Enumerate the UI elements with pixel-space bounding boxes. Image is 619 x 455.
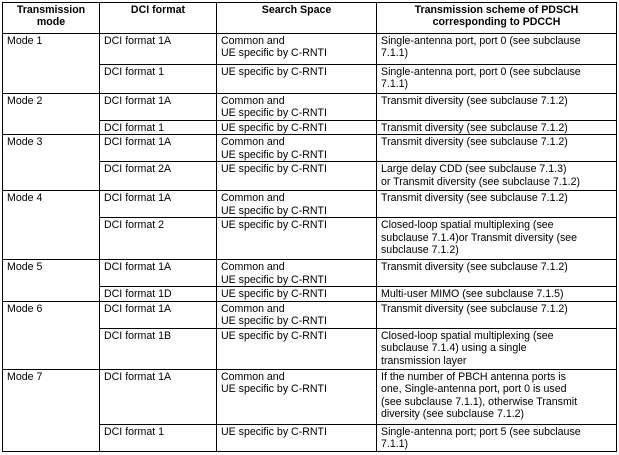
header-row (3, 3, 617, 34)
mode-cell: Mode 6 (3, 301, 100, 369)
transmission-scheme-cell: Transmit diversity (see subclause 7.1.2) (377, 191, 617, 218)
transmission-scheme-cell: Transmit diversity (see subclause 7.1.2) (377, 121, 617, 135)
dci-format-cell: DCI format 1A (100, 301, 217, 328)
dci-format-cell: DCI format 1A (100, 34, 217, 65)
dci-format-cell: DCI format 1 (100, 424, 217, 451)
search-space-cell: UE specific by C-RNTI (217, 287, 377, 301)
transmission-scheme-cell: Single-antenna port; port 5 (see subclause 7.1.1) (377, 424, 617, 451)
search-space-cell: UE specific by C-RNTI (217, 121, 377, 135)
search-space-cell: UE specific by C-RNTI (217, 162, 377, 191)
dci-format-cell: DCI format 1A (100, 135, 217, 162)
mode-cell: Mode 7 (3, 369, 100, 451)
mode-cell: Mode 3 (3, 135, 100, 191)
table-body (3, 34, 617, 452)
dci-format-cell: DCI format 1A (100, 369, 217, 424)
search-space-cell: Common and UE specific by C-RNTI (217, 94, 377, 121)
table-row (3, 301, 617, 328)
table-header (3, 3, 617, 34)
table-row (3, 191, 617, 218)
dci-format-cell: DCI format 1A (100, 260, 217, 287)
search-space-cell: Common and UE specific by C-RNTI (217, 34, 377, 65)
transmission-scheme-cell: Transmit diversity (see subclause 7.1.2) (377, 94, 617, 121)
search-space-cell: Common and UE specific by C-RNTI (217, 260, 377, 287)
transmission-scheme-cell: Transmit diversity (see subclause 7.1.2) (377, 135, 617, 162)
search-space-cell: UE specific by C-RNTI (217, 424, 377, 451)
search-space-cell: UE specific by C-RNTI (217, 218, 377, 260)
transmission-scheme-cell: If the number of PBCH antenna ports is one, Single-antenna port, port 0 is used (see subclause 7.1.1), otherwise Transmit diversity (see subclause 7.1.2) (377, 369, 617, 424)
search-space-cell: Common and UE specific by C-RNTI (217, 135, 377, 162)
transmission-scheme-cell: Single-antenna port, port 0 (see subclause 7.1.1) (377, 65, 617, 94)
transmission-scheme-cell: Multi-user MIMO (see subclause 7.1.5) (377, 287, 617, 301)
transmission-mode-table (2, 2, 617, 452)
dci-format-cell: DCI format 1A (100, 94, 217, 121)
transmission-scheme-cell: Large delay CDD (see subclause 7.1.3) or Transmit diversity (see subclause 7.1.2) (377, 162, 617, 191)
search-space-cell: Common and UE specific by C-RNTI (217, 301, 377, 328)
dci-format-cell: DCI format 1 (100, 121, 217, 135)
table-row (3, 135, 617, 162)
mode-cell: Mode 2 (3, 94, 100, 135)
search-space-cell: UE specific by C-RNTI (217, 328, 377, 369)
transmission-scheme-cell: Transmit diversity (see subclause 7.1.2) (377, 260, 617, 287)
table-row (3, 260, 617, 287)
transmission-scheme-cell: Single-antenna port, port 0 (see subclause 7.1.1) (377, 34, 617, 65)
transmission-scheme-cell: Closed-loop spatial multiplexing (see subclause 7.1.4) using a single transmission layer (377, 328, 617, 369)
table-row (3, 94, 617, 121)
header-transmission-mode: Transmission mode (3, 3, 100, 34)
dci-format-cell: DCI format 1A (100, 191, 217, 218)
dci-format-cell: DCI format 1D (100, 287, 217, 301)
search-space-cell: Common and UE specific by C-RNTI (217, 369, 377, 424)
search-space-cell: UE specific by C-RNTI (217, 65, 377, 94)
header-search-space: Search Space (217, 3, 377, 34)
header-transmission-scheme: Transmission scheme of PDSCH corresponding to PDCCH (377, 3, 617, 34)
table-row (3, 34, 617, 65)
transmission-scheme-cell: Closed-loop spatial multiplexing (see subclause 7.1.4)or Transmit diversity (see subclause 7.1.2) (377, 218, 617, 260)
search-space-cell: Common and UE specific by C-RNTI (217, 191, 377, 218)
transmission-scheme-cell: Transmit diversity (see subclause 7.1.2) (377, 301, 617, 328)
dci-format-cell: DCI format 2 (100, 218, 217, 260)
dci-format-cell: DCI format 2A (100, 162, 217, 191)
mode-cell: Mode 5 (3, 260, 100, 301)
mode-cell: Mode 4 (3, 191, 100, 260)
header-dci-format: DCI format (100, 3, 217, 34)
mode-cell: Mode 1 (3, 34, 100, 94)
table-row (3, 369, 617, 424)
dci-format-cell: DCI format 1 (100, 65, 217, 94)
dci-format-cell: DCI format 1B (100, 328, 217, 369)
